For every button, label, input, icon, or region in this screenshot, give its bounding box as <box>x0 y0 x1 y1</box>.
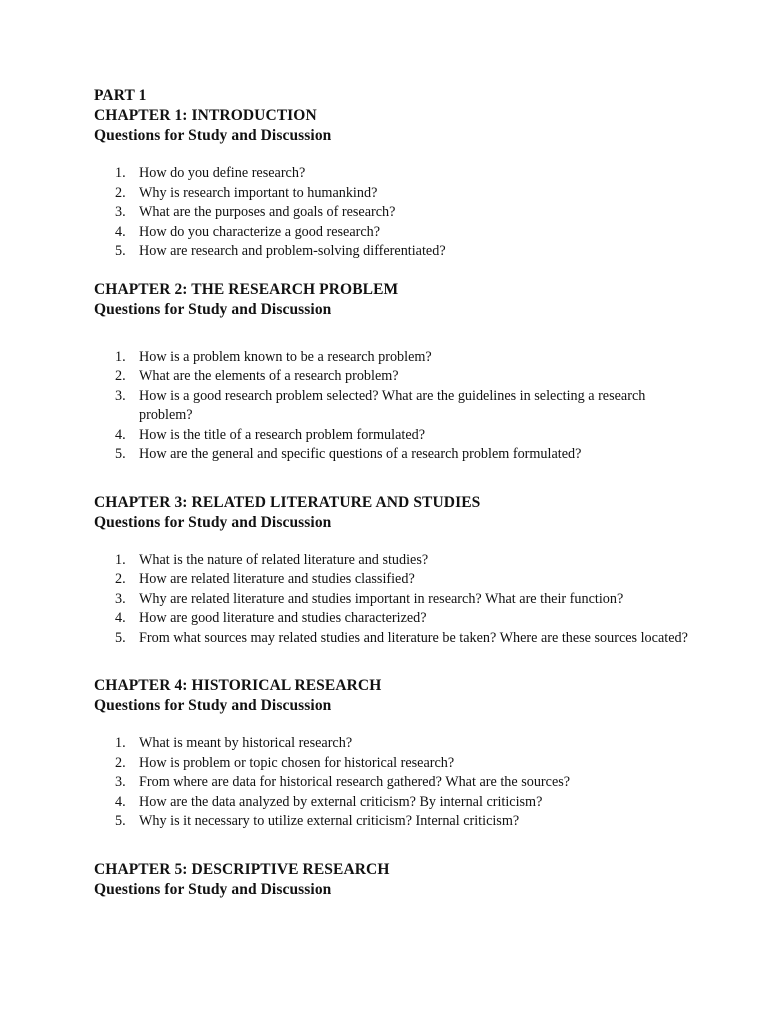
chapter-4 <box>94 676 694 832</box>
chapter-title: CHAPTER 4: HISTORICAL RESEARCH <box>94 677 382 694</box>
question-item: 3. Why are related literature and studies important in research? What are their function? <box>115 590 624 607</box>
question-list <box>94 164 694 262</box>
question-item: 3. From where are data for historical research gathered? What are the sources? <box>115 774 571 790</box>
question-text: How do you define research? <box>139 165 306 181</box>
question-item: 5. From what sources may related studies and literature be taken? Where are these sources located? <box>115 629 688 646</box>
question-text: How are research and problem-solving differentiated? <box>139 243 446 259</box>
question-item: 3. What are the purposes and goals of research? <box>115 204 396 220</box>
question-text: From where are data for historical research gathered? What are the sources? <box>139 774 571 790</box>
question-item: 2. How are related literature and studies classified? <box>115 571 415 587</box>
question-text: Why is it necessary to utilize external criticism? Internal criticism? <box>139 813 520 829</box>
question-item: 1. What is meant by historical research? <box>115 735 353 751</box>
question-item: 3. How is a good research problem selected? What are the guidelines in selecting a research problem? <box>115 387 646 423</box>
question-item: 2. What are the elements of a research problem? <box>115 368 399 384</box>
chapter-subtitle: Questions for Study and Discussion <box>94 880 332 898</box>
chapter-1 <box>94 106 694 262</box>
question-text: How are related literature and studies classified? <box>139 571 415 587</box>
chapter-3 <box>94 493 694 649</box>
question-text: How do you characterize a good research? <box>139 223 381 240</box>
question-item: 4. How are good literature and studies characterized? <box>115 610 427 626</box>
question-item: 4. How is the title of a research problem formulated? <box>115 426 426 443</box>
question-text: How is the title of a research problem formulated? <box>139 426 426 443</box>
question-text: How is a good research problem selected? What are the guidelines in selecting a research problem? <box>139 387 646 423</box>
question-text: From what sources may related studies and literature be taken? Where are these sources located? <box>139 629 688 646</box>
chapter-subtitle: Questions for Study and Discussion <box>94 697 332 714</box>
chapter-title: CHAPTER 2: THE RESEARCH PROBLEM <box>94 280 399 298</box>
question-text: How are good literature and studies characterized? <box>139 610 427 626</box>
question-item: 4. How do you characterize a good research? <box>115 223 381 240</box>
question-text: What are the purposes and goals of research? <box>139 204 396 220</box>
question-list <box>94 734 694 832</box>
question-item: 1. What is the nature of related literature and studies? <box>115 551 429 568</box>
document-page <box>94 86 694 900</box>
question-text: Why are related literature and studies important in research? What are their function? <box>139 590 624 607</box>
question-item: 4. How are the data analyzed by external criticism? By internal criticism? <box>115 793 543 810</box>
question-item: 1. How is a problem known to be a research problem? <box>115 348 432 365</box>
question-list <box>94 348 694 465</box>
chapter-subtitle: Questions for Study and Discussion <box>94 513 332 531</box>
question-text: How is problem or topic chosen for historical research? <box>139 754 455 771</box>
chapter-title: CHAPTER 5: DESCRIPTIVE RESEARCH <box>94 860 390 878</box>
question-item: 5. How are research and problem-solving differentiated? <box>115 243 446 259</box>
chapter-subtitle: Questions for Study and Discussion <box>94 127 332 144</box>
chapter-5 <box>94 860 694 900</box>
part-title: PART 1 <box>94 87 147 104</box>
question-text: Why is research important to humankind? <box>139 184 378 201</box>
question-item: 5. Why is it necessary to utilize external criticism? Internal criticism? <box>115 813 520 829</box>
question-item: 5. How are the general and specific questions of a research problem formulated? <box>115 446 582 462</box>
question-text: How is a problem known to be a research problem? <box>139 348 432 365</box>
chapter-title: CHAPTER 3: RELATED LITERATURE AND STUDIES <box>94 493 481 511</box>
question-item: 2. How is problem or topic chosen for historical research? <box>115 754 455 771</box>
question-text: What are the elements of a research problem? <box>139 368 399 384</box>
chapter-title: CHAPTER 1: INTRODUCTION <box>94 107 317 124</box>
question-text: How are the data analyzed by external criticism? By internal criticism? <box>139 793 543 810</box>
question-item: 1. How do you define research? <box>115 165 306 181</box>
question-text: What is the nature of related literature and studies? <box>139 551 429 568</box>
question-text: How are the general and specific questions of a research problem formulated? <box>139 446 582 462</box>
chapter-subtitle: Questions for Study and Discussion <box>94 300 332 318</box>
question-item: 2. Why is research important to humankind? <box>115 184 378 201</box>
question-list <box>94 551 694 649</box>
chapter-2 <box>94 280 694 465</box>
question-text: What is meant by historical research? <box>139 735 353 751</box>
